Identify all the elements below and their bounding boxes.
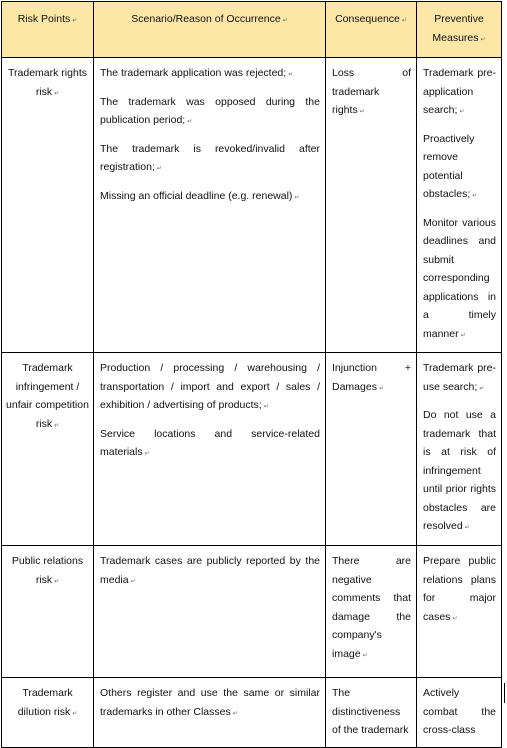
measure-item: Prepare public relations plans for major cases ↵ [423,555,496,623]
risk-point-cell: Trademark infringement / unfair competition risk ↵ [2,353,94,546]
measures-cell [417,546,502,678]
risk-point-text: Trademark infringement / unfair competition risk [6,362,89,430]
scenario-item: The trademark was opposed during the publication period; ↵ [100,95,320,126]
scenario-item: Trademark cases are publicly reported by the media ↵ [100,555,320,586]
scenario-item: Missing an official deadline (e.g. renewal) ↵ [100,189,300,202]
risk-point-text: Public relations risk [11,555,84,586]
header-row [2,2,502,58]
risk-point-text: Trademark rights risk [8,67,87,98]
risk-point-text: Trademark dilution risk [17,687,73,718]
measure-item: Proactively remove potential obstacles; ↵ [423,132,478,200]
scenario-cell [94,58,326,353]
scenario-cell [94,353,326,546]
scenario-cell [94,678,326,748]
consequence-cell [326,353,417,546]
consequence-text: The distinctiveness of the trademark [332,687,409,736]
table-row [2,678,502,748]
measure-item: Trademark pre-application search; ↵ [423,67,496,116]
risk-point-cell: Trademark rights risk ↵ [2,58,94,353]
measures-cell [417,678,502,748]
measures-cell [417,58,502,353]
consequence-text: Loss of trademark rights ↵ [332,67,411,116]
header-preventive-measures: Preventive Measures ↵ [417,2,502,58]
risk-point-cell: Public relations risk ↵ [2,546,94,678]
consequence-text: There are negative comments that damage the company's image ↵ [332,555,411,660]
consequence-cell [326,58,417,353]
header-consequence: Consequence ↵ [326,2,417,58]
table-header [2,2,502,58]
measure-item: Monitor various deadlines and submit corresponding applications in a timely manner ↵ [423,216,496,340]
scenario-item: The trademark is revoked/invalid after registration; ↵ [100,142,320,173]
measure-item: Do not use a trademark that is at risk of infringement until prior rights obstacles are resolved ↵ [423,409,496,532]
measure-item: Actively combat the cross-class [423,687,496,736]
table-row [2,353,502,546]
risk-table [1,1,502,748]
measures-cell [417,353,502,546]
header-scenario: Scenario/Reason of Occurrence ↵ [94,2,326,58]
scenario-item: Service locations and service-related materials ↵ [100,427,320,458]
scenario-item: Others register and use the same or similar trademarks in other Classes ↵ [100,687,320,718]
scenario-cell [94,546,326,678]
header-risk-points: Risk Points ↵ [2,2,94,58]
table-row [2,58,502,353]
text-cursor-bar [504,683,505,703]
scenario-item: The trademark application was rejected; ↵ [100,67,294,79]
consequence-text: Injunction + Damages ↵ [332,362,411,393]
risk-point-cell: Trademark dilution risk ↵ [2,678,94,748]
scenario-item: Production / processing / warehousing / transportation / import and export / sales / exhibition / advertising of products; ↵ [100,362,320,411]
measure-item: Trademark pre-use search; ↵ [423,362,496,393]
table-row [2,546,502,678]
consequence-cell [326,678,417,748]
consequence-cell [326,546,417,678]
